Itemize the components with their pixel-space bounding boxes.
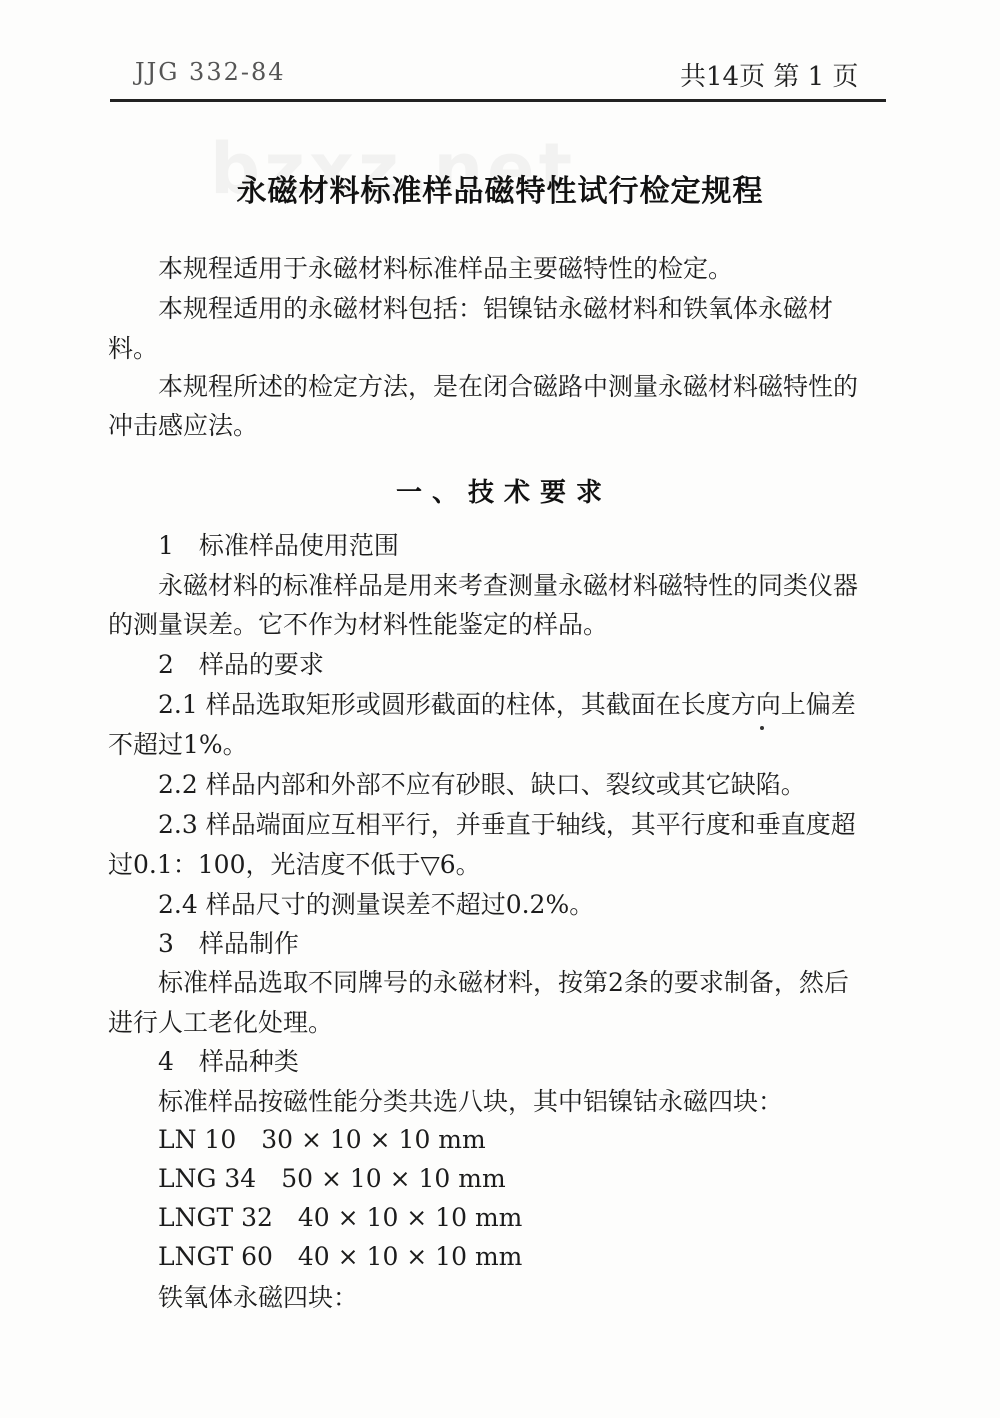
clause-3-heading: 3 样品制作 [158,929,299,958]
clause-2-1-text-2: 不超过1%。 [108,730,248,759]
header-divider [110,99,886,102]
sample-ln10: LN 10 30 × 10 × 10 mm [158,1125,486,1154]
page-info: 共14页 第 1 页 [680,62,859,92]
document-code: JJG 332-84 [135,58,286,86]
intro-line-3: 料。 [108,334,159,363]
clause-2-1-text-1: 2.1 样品选取矩形或圆形截面的柱体，其截面在长度方向上偏差 [158,690,856,719]
ferrite-heading: 铁氧体永磁四块： [158,1283,359,1312]
scan-speck [760,726,764,730]
section-heading: 一、技术要求 [396,478,613,508]
clause-4-text: 标准样品按磁性能分类共选八块，其中铝镍钴永磁四块： [158,1087,784,1116]
clause-1-heading: 1 标准样品使用范围 [158,531,399,560]
sample-lngt32: LNGT 32 40 × 10 × 10 mm [158,1203,523,1232]
intro-line-2: 本规程适用的永磁材料包括：铝镍钴永磁材料和铁氧体永磁材 [158,294,834,323]
clause-2-2-text: 2.2 样品内部和外部不应有砂眼、缺口、裂纹或其它缺陷。 [158,770,806,799]
clause-2-heading: 2 样品的要求 [158,650,324,679]
clause-3-text-1: 标准样品选取不同牌号的永磁材料，按第2条的要求制备，然后 [158,968,849,997]
sample-lngt60: LNGT 60 40 × 10 × 10 mm [158,1242,523,1271]
intro-line-5: 冲击感应法。 [108,411,259,440]
clause-4-heading: 4 样品种类 [158,1047,299,1076]
clause-3-text-2: 进行人工老化处理。 [108,1008,334,1037]
intro-line-1: 本规程适用于永磁材料标准样品主要磁特性的检定。 [158,254,734,283]
clause-2-4-text: 2.4 样品尺寸的测量误差不超过0.2%。 [158,890,595,919]
clause-2-3-text-2: 过0.1：100，光洁度不低于▽6。 [108,850,481,879]
clause-1-text-1: 永磁材料的标准样品是用来考查测量永磁材料磁特性的同类仪器 [158,571,859,600]
clause-1-text-2: 的测量误差。它不作为材料性能鉴定的样品。 [108,610,609,639]
clause-2-3-text-1: 2.3 样品端面应互相平行，并垂直于轴线，其平行度和垂直度超 [158,810,856,839]
intro-line-4: 本规程所述的检定方法，是在闭合磁路中测量永磁材料磁特性的 [158,372,859,401]
page-title: 永磁材料标准样品磁特性试行检定规程 [236,174,764,209]
sample-lng34: LNG 34 50 × 10 × 10 mm [158,1164,506,1193]
